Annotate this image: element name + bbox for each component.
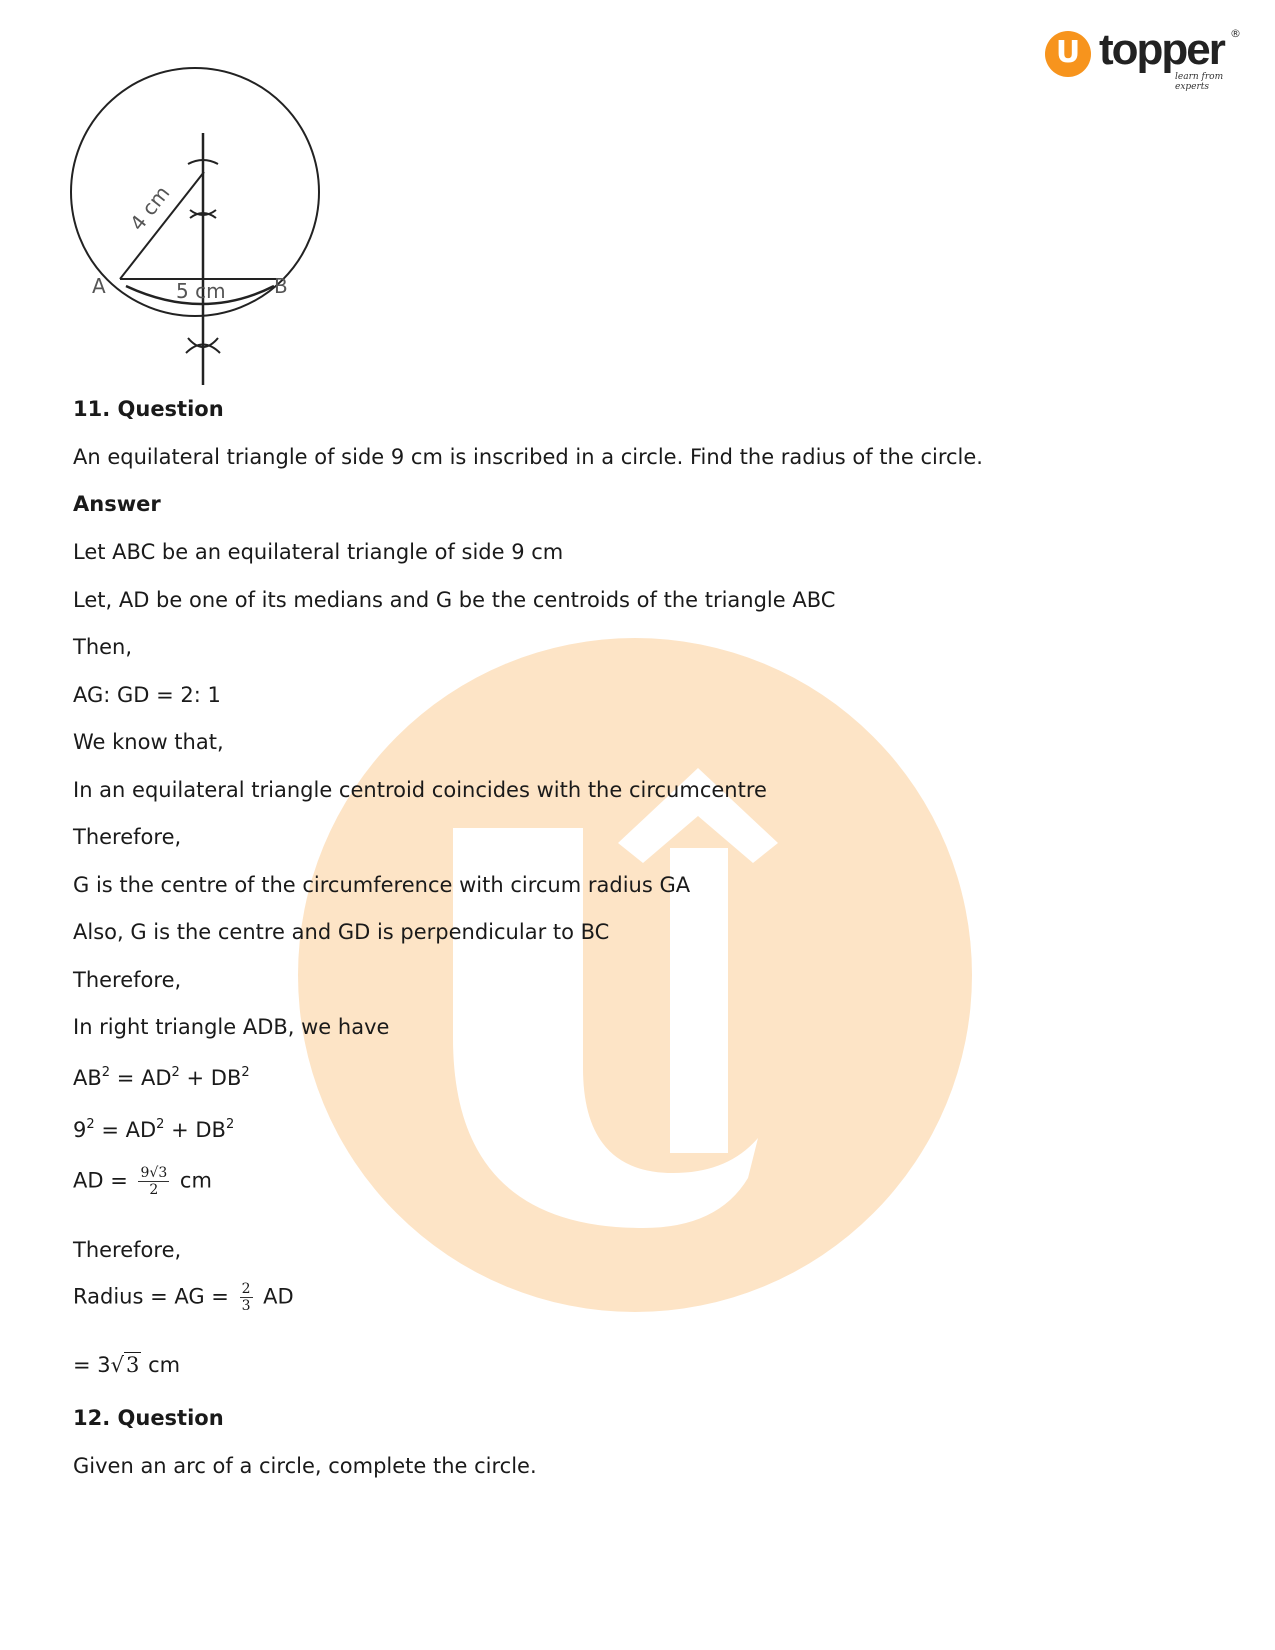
therefore-line: Therefore, bbox=[73, 1238, 182, 1262]
label-a: A bbox=[92, 274, 106, 298]
q12-heading: 12. Question bbox=[73, 1406, 224, 1430]
label-ab-length: 5 cm bbox=[176, 279, 226, 303]
topper-watermark bbox=[298, 638, 973, 1313]
q11-heading: 11. Question bbox=[73, 397, 224, 421]
q12-question: Given an arc of a circle, complete the circle. bbox=[73, 1454, 537, 1478]
logo-letter: U bbox=[1055, 35, 1081, 70]
answer-heading: Answer bbox=[73, 492, 161, 516]
answer-line: Let, AD be one of its medians and G be the centroids of the triangle ABC bbox=[73, 588, 836, 612]
equation-result: = 3√3 cm bbox=[73, 1353, 181, 1377]
q11-question: An equilateral triangle of side 9 cm is inscribed in a circle. Find the radius of the circle. bbox=[73, 445, 983, 469]
equation-substituted: $9^2 = AD^2 + DB^2$ bbox=[73, 1117, 235, 1142]
answer-line: G is the centre of the circumference with circum radius GA bbox=[73, 873, 691, 897]
equation-pythagoras: $AB^2 = AD^2 + DB^2$ bbox=[73, 1065, 250, 1090]
label-b: B bbox=[274, 274, 288, 298]
label-radius-length: 4 cm bbox=[125, 181, 175, 236]
equation-ad: AD = $\frac{9√3}{2}$ cm bbox=[73, 1165, 212, 1198]
equation-radius: Radius = AG = $\frac{2}{3}$ AD bbox=[73, 1281, 294, 1314]
logo-brand: topper bbox=[1099, 25, 1224, 74]
answer-line: Let ABC be an equilateral triangle of side 9 cm bbox=[73, 540, 564, 564]
answer-line: Therefore, bbox=[73, 968, 182, 992]
answer-line: AG: GD = 2: 1 bbox=[73, 683, 221, 707]
logo-registered: ® bbox=[1230, 27, 1241, 40]
answer-line: Then, bbox=[73, 635, 133, 659]
answer-line: In right triangle ADB, we have bbox=[73, 1015, 390, 1039]
answer-line: Therefore, bbox=[73, 825, 182, 849]
circle-construction-figure bbox=[70, 60, 340, 390]
answer-line: Also, G is the centre and GD is perpendicular to BC bbox=[73, 920, 610, 944]
topper-logo bbox=[1045, 25, 1245, 92]
answer-line: We know that, bbox=[73, 730, 224, 754]
answer-line: In an equilateral triangle centroid coincides with the circumcentre bbox=[73, 778, 767, 802]
logo-tagline: learn from experts bbox=[1175, 72, 1224, 92]
